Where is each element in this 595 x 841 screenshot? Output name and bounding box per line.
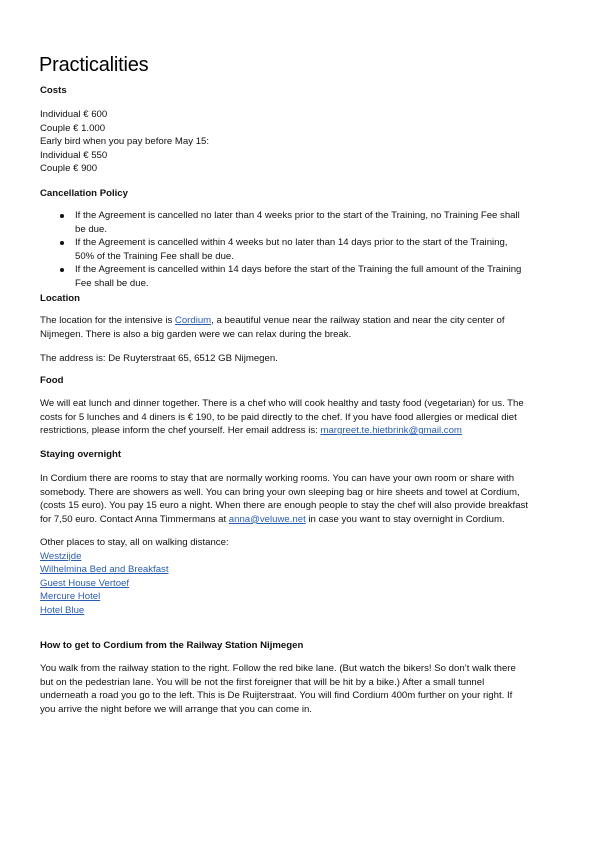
food-paragraph: We will eat lunch and dinner together. There is a chef who will cook healthy and tasty food (vegetarian) for us. The costs for 5 lunches and 4 diners is € 190, to be paid directly to the chef. If you have food allergies or medical diet restrictions, please inform the chef yourself. Her email address is: margreet.te.hietbrink@gmail.com — [40, 398, 524, 437]
bullet-icon — [60, 268, 64, 272]
cancellation-list — [40, 209, 556, 291]
cost-line: Individual € 550 — [40, 149, 108, 161]
wilhelmina-link[interactable]: Wilhelmina Bed and Breakfast — [40, 564, 169, 576]
cost-line: Individual € 600 — [40, 109, 108, 120]
list-item: If the Agreement is cancelled within 4 weeks but no later than 14 days prior to the start of the Training, 50% of the Training Fee shall be due. — [40, 236, 556, 263]
mercure-hotel-link[interactable]: Mercure Hotel — [40, 591, 101, 603]
cost-line: Early bird when you pay before May 15: — [40, 136, 210, 148]
location-paragraph: The location for the intensive is Cordium, a beautiful venue near the railway station and near the city center of Nijmegen. There is also a big garden were we can relax during the break. — [40, 315, 505, 340]
location-heading: Location — [40, 293, 80, 304]
directions-heading: How to get to Cordium from the Railway Station Nijmegen — [40, 640, 304, 651]
list-item: If the Agreement is cancelled no later than 4 weeks prior to the start of the Training, no Training Fee shall be due. — [40, 209, 556, 236]
guest-house-vertoef-link[interactable]: Guest House Vertoef — [40, 577, 130, 589]
bullet-icon — [60, 214, 64, 218]
cancellation-heading: Cancellation Policy — [40, 188, 128, 199]
chef-email-link[interactable]: margreet.te.hietbrink@gmail.com — [320, 425, 462, 437]
bullet-icon — [60, 241, 64, 245]
costs-list — [40, 108, 556, 176]
directions-paragraph: You walk from the railway station to the right. Follow the red bike lane. (But watch the bikers! So don’t walk there but on the pedestrian lane. You will be not the first foreigner that will be hit by a bike.) After a small tunnel underneath a road you go to the left. This is De Ruijterstraat. You will find Cordium 400m further on your right. If you arrive the night before we will arrange that you can come in. — [40, 663, 516, 715]
food-heading: Food — [40, 375, 64, 386]
westzijde-link[interactable]: Westzijde — [40, 550, 82, 562]
other-places — [40, 536, 556, 618]
page-title: Practicalities — [39, 54, 149, 76]
cost-line: Couple € 1.000 — [40, 122, 106, 134]
list-item: If the Agreement is cancelled within 14 days before the start of the Training the full amount of the Training Fee shall be due. — [40, 263, 556, 290]
cost-line: Couple € 900 — [40, 163, 98, 175]
staying-paragraph: In Cordium there are rooms to stay that are normally working rooms. You can have your own room or share with somebody. There are showers as well. You can bring your own sleeping bag or hire sheets and towel at Cordium, (costs 15 euro). You pay 15 euro a night. When there are enough people to stay the chef will also provide breakfast for 7,50 euro. Contact Anna Timmermans at anna@veluwe.net in case you want to stay overnight in Cordium. — [40, 473, 528, 525]
hotel-blue-link[interactable]: Hotel Blue — [40, 604, 85, 616]
costs-heading: Costs — [40, 85, 67, 96]
anna-email-link[interactable]: anna@veluwe.net — [228, 513, 306, 525]
cordium-link[interactable]: Cordium — [174, 315, 212, 326]
other-places-intro: Other places to stay, all on walking distance: — [40, 537, 229, 548]
staying-heading: Staying overnight — [40, 449, 122, 460]
address-text: The address is: De Ruyterstraat 65, 6512 GB Nijmegen. — [40, 353, 278, 364]
